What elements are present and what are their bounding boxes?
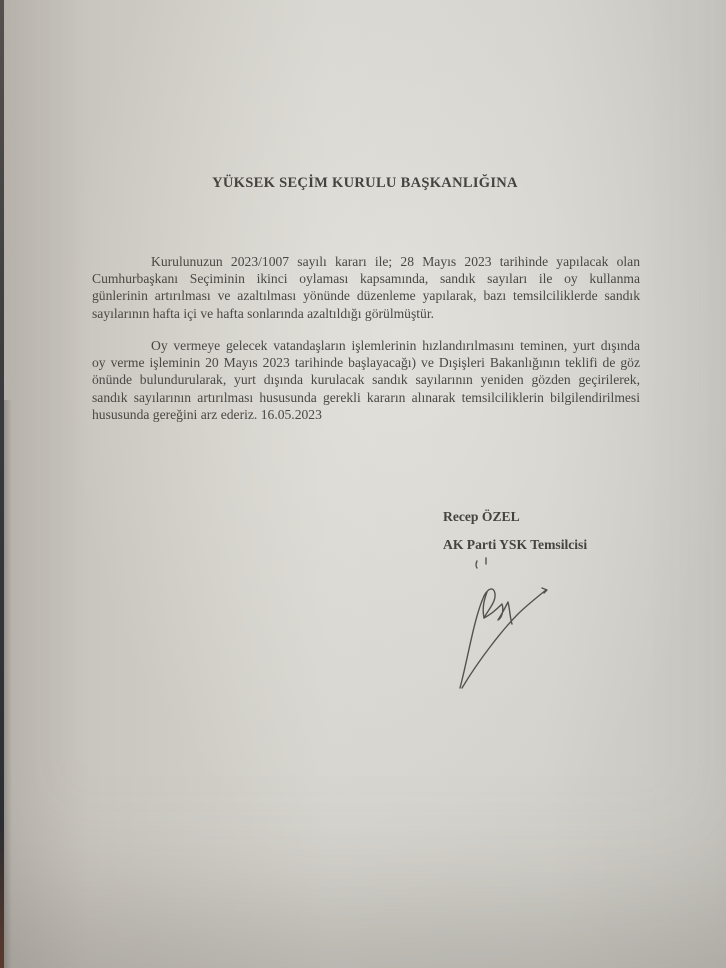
- signatory-role: AK Parti YSK Temsilcisi: [443, 537, 588, 552]
- paragraph-line: Oy vermeye gelecek vatandaşların işlemlerinin hızlandırılmasını teminen, yurt dışında: [151, 338, 640, 353]
- paragraph-line: sandık sayılarının artırılması hususunda gerekli kararın alınarak temsilciliklerin bilgilendirilmesi: [92, 389, 640, 405]
- paragraph-line: sayılarının hafta içi ve hafta sonlarında azaltıldığı görülmüştür.: [92, 305, 435, 321]
- document-title: YÜKSEK SEÇİM KURULU BAŞKANLIĞINA: [212, 175, 518, 191]
- paragraph-line: Kurulunuzun 2023/1007 sayılı kararı ile; 28 Mayıs 2023 tarihinde yapılacak olan: [151, 254, 640, 269]
- paragraph-line: önünde bulundurularak, yurt dışında kurulacak sandık sayılarının yeniden gözden geçirilerek,: [92, 372, 640, 388]
- paragraph-2: [92, 337, 640, 423]
- paragraph-line: Cumhurbaşkanı Seçiminin ikinci oylaması kapsamında, sandık sayıları ile oy kullanma: [92, 271, 640, 287]
- signatory-name: Recep ÖZEL: [443, 509, 520, 524]
- paragraph-line: oy verme işleminin 20 Mayıs 2023 tarihinde başlayacağı) ve Dışişleri Bakanlığının teklifi de göz: [92, 355, 640, 371]
- paragraph-line: günlerinin artırılması ve azaltılması yönünde düzenleme yapılarak, bazı temsilciliklerde sandık: [92, 288, 640, 304]
- handwritten-signature-icon: [444, 548, 554, 698]
- paragraph-line: hususunda gereğini arz ederiz. 16.05.2023: [92, 406, 322, 422]
- document-page: [4, 0, 726, 968]
- signature-block: [443, 509, 587, 553]
- paragraph-1: [92, 253, 640, 322]
